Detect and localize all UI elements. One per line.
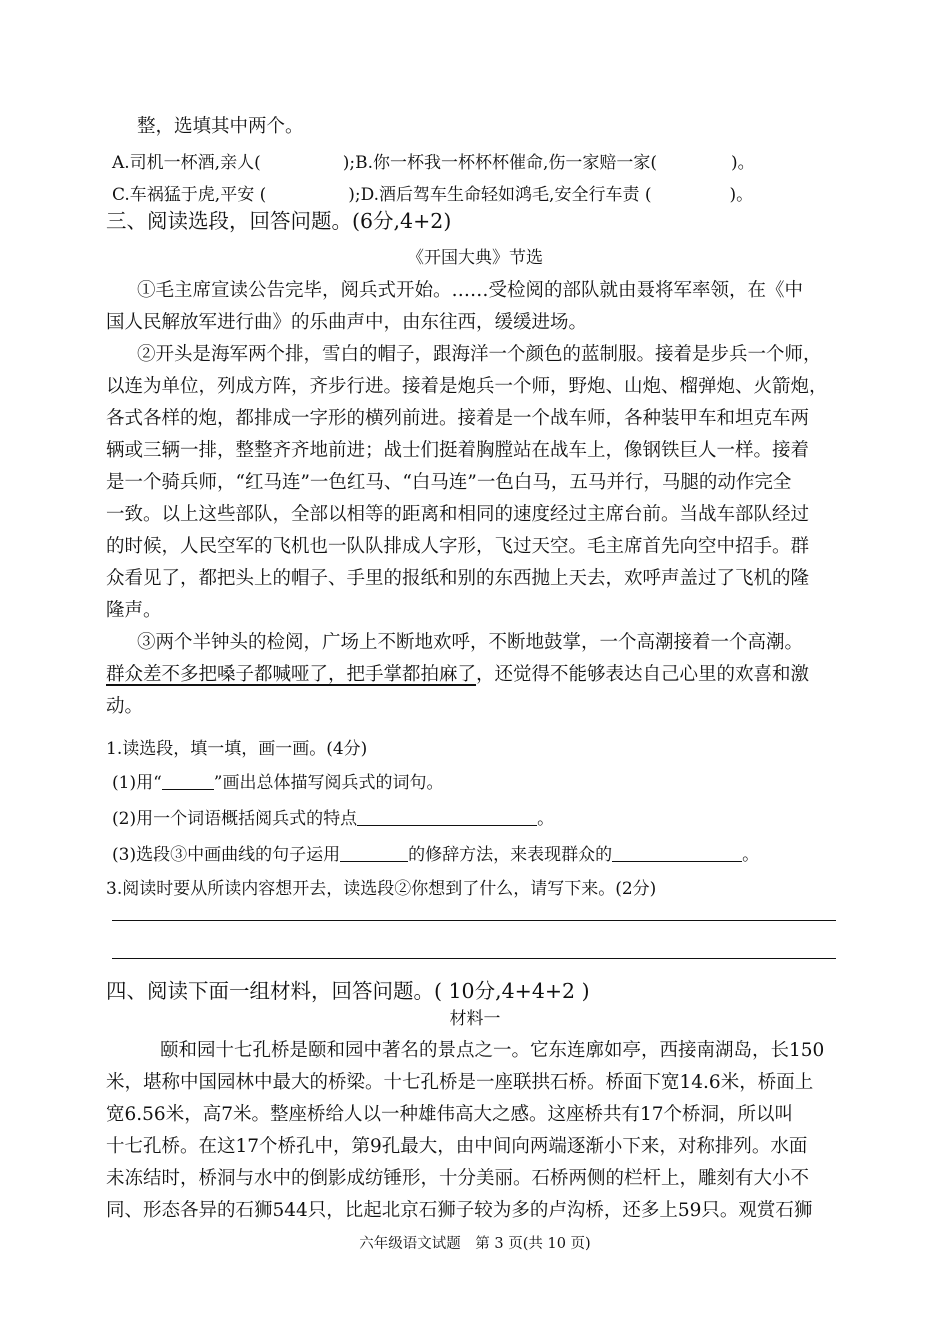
para1-line: ①毛主席宣读公告完毕，阅兵式开始。……受检阅的部队就由聂将军率领，在《中 [137, 280, 804, 301]
option-b-close: )。 [731, 153, 755, 173]
material-line: 米，堪称中国园林中最大的桥梁。十七孔桥是一座联拱石桥。桥面下宽14.6米，桥面上 [106, 1072, 814, 1093]
question-1: 1.读选段，填一填，画一画。(4分) [106, 739, 368, 759]
q1-3-rhetoric-blank[interactable] [340, 844, 408, 862]
para2-line: 各式各样的炮，都排成一字形的横列前进。接着是一个战车师，各种装甲车和坦克车两 [106, 408, 810, 429]
para3-line: 动。 [106, 696, 144, 717]
answer-line[interactable] [112, 958, 836, 959]
section3-heading: 三、阅读选段，回答问题。(6分,4+2) [106, 209, 452, 233]
answer-line[interactable] [112, 920, 836, 921]
q1-2-answer-blank[interactable] [357, 808, 537, 826]
material-line: 宽6.56米，高7米。整座桥给人以一种雄伟高大之感。这座桥共有17个桥洞，所以叫 [106, 1104, 794, 1125]
q1-3-prefix: (3)选段③中画曲线的句子运用 [112, 845, 341, 865]
material-title: 材料一 [449, 1009, 501, 1029]
section2-instruction-tail: 整，选填其中两个。 [137, 116, 304, 137]
page-footer: 六年级语文试题 第 3 页(共 10 页) [359, 1236, 591, 1252]
question-3: 3.阅读时要从所读内容想开去，读选段②你想到了什么，请写下来。(2分) [106, 879, 657, 899]
option-a-row [112, 148, 755, 173]
q1-3-suffix: 。 [742, 845, 760, 865]
option-b: B.你一杯我一杯杯杯催命,伤一家赔一家( [355, 153, 658, 173]
para2-line: 众看见了，都把头上的帽子、手里的报纸和别的东西抛上天去，欢呼声盖过了飞机的隆 [106, 568, 810, 589]
q1-3-middle: 的修辞方法，来表现群众的 [408, 845, 613, 865]
para2-line: 是一个骑兵师，“红马连”一色红马、“白马连”一色白马，五马并行，马腿的动作完全 [106, 472, 792, 493]
material-line: 同、形态各异的石狮544只，比起北京石狮子较为多的卢沟桥，还多上59只。观赏石狮 [106, 1200, 813, 1221]
q1-2-suffix: 。 [537, 809, 555, 829]
para2-line: 辆或三辆一排，整整齐齐地前进；战士们挺着胸膛站在战车上，像钢铁巨人一样。接着 [106, 440, 810, 461]
q1-1-suffix: ”画出总体描写阅兵式的词句。 [213, 773, 444, 793]
material-line: 颐和园十七孔桥是颐和园中著名的景点之一。它东连廓如亭，西接南湖岛，长150 [160, 1040, 825, 1061]
option-d-close: )。 [729, 185, 754, 205]
underline-sample [162, 772, 214, 790]
para1-line: 国人民解放军进行曲》的乐曲声中，由东往西，缓缓进场。 [106, 312, 588, 333]
para2-line: ②开头是海军两个排，雪白的帽子，跟海洋一个颜色的蓝制服。接着是步兵一个师， [137, 344, 822, 365]
wavy-underlined-sentence: 群众差不多把嗓子都喊哑了，把手掌都拍麻了 [106, 664, 477, 685]
material-line: 十七孔桥。在这17个桥孔中，第9孔最大，由中间向两端逐渐小下来，对称排列。水面 [106, 1136, 808, 1157]
question-1-2 [112, 804, 554, 829]
para2-line: 以连为单位，列成方阵，齐步行进。接着是炮兵一个师，野炮、山炮、榴弹炮、火箭炮， [106, 376, 828, 397]
para2-line: 一致。以上这些部队，全部以相等的距离和相同的速度经过主席台前。当战车部队经过 [106, 504, 810, 525]
question-1-3 [112, 840, 759, 865]
para3-line [106, 660, 809, 686]
question-1-1 [112, 768, 443, 793]
option-c: C.车祸猛于虎,平安 ( [112, 185, 267, 205]
passage-title: 《开国大典》节选 [407, 248, 543, 268]
para2-line: 隆声。 [106, 600, 162, 621]
section4-heading: 四、阅读下面一组材料，回答问题。( 10分,4+4+2 ) [106, 979, 590, 1003]
para3-line: ③两个半钟头的检阅，广场上不断地欢呼，不断地鼓掌，一个高潮接着一个高潮。 [137, 632, 804, 653]
para3-rest: ，还觉得不能够表达自己心里的欢喜和激 [476, 664, 810, 685]
option-c-row [112, 180, 753, 205]
q1-3-feeling-blank[interactable] [612, 844, 742, 862]
option-a-close: ); [342, 153, 356, 173]
option-a: A.司机一杯酒,亲人( [112, 153, 261, 173]
option-c-close: ); [348, 185, 361, 205]
para2-line: 的时候，人民空军的飞机也一队队排成人字形，飞过天空。毛主席首先向空中招手。群 [106, 536, 810, 557]
q1-1-prefix: (1)用“ [112, 773, 162, 793]
material-line: 未冻结时，桥洞与水中的倒影成纺锤形，十分美丽。石桥两侧的栏杆上，雕刻有大小不 [106, 1168, 810, 1189]
option-d: D.酒后驾车生命轻如鸿毛,安全行车责 ( [360, 185, 652, 205]
q1-2-prefix: (2)用一个词语概括阅兵式的特点 [112, 809, 358, 829]
